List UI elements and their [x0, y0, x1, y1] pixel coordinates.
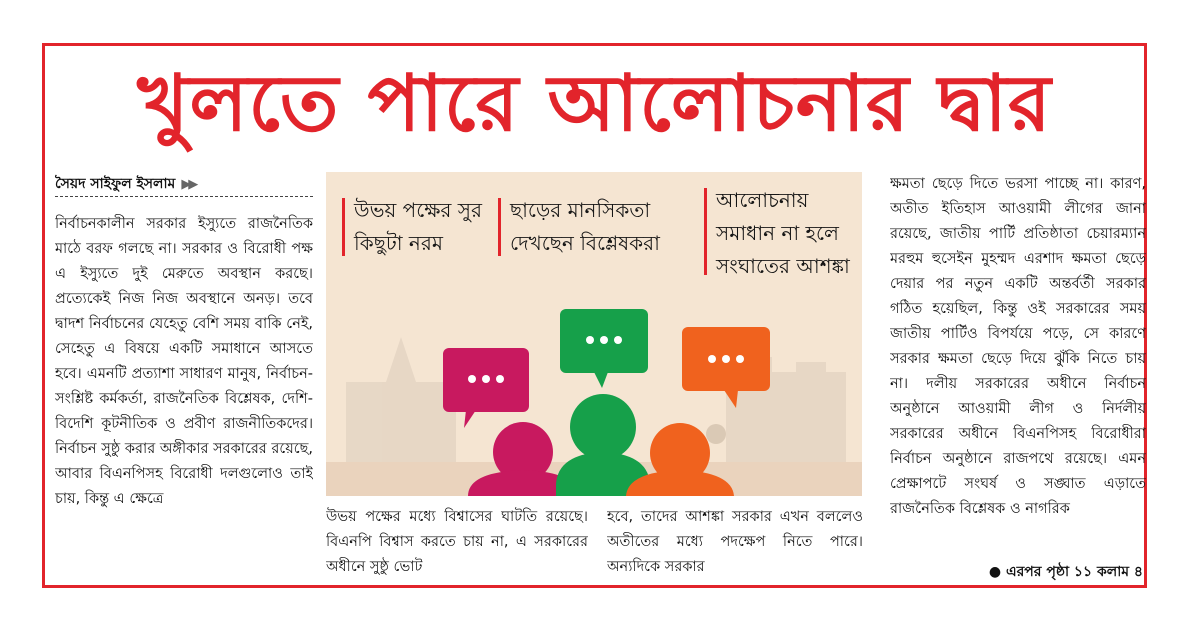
byline — [55, 172, 313, 197]
speech-bubble-icon — [560, 309, 648, 388]
infographic-point-2: ছাড়ের মানসিকতা দেখছেন বিশ্লেষকরা — [498, 194, 700, 260]
column-middle-1-text: উভয় পক্ষের মধ্যে বিশ্বাসের ঘাটতি রয়েছে। বিএনপি বিশ্বাস করতে চায় না, এ সরকারের অধীনে সুষ্ঠু ভোট — [326, 509, 588, 575]
infographic-point-1: উভয় পক্ষের সুর কিছুটা নরম — [342, 194, 494, 260]
headline: খুলতে পারে আলোচনার দ্বার — [137, 59, 1052, 149]
byline-author: সৈয়দ সাইফুল ইসলাম — [55, 176, 176, 192]
infographic — [326, 172, 862, 496]
infographic-point-3: আলোচনায় সমাধান না হলে সংঘাতের আশঙ্কা — [704, 184, 862, 283]
column-middle-2-text: হবে, তাদের আশঙ্কা সরকার এখন বললেও অতীতের মধ্যে পদক্ষেপ নিতে পারে। অন্যদিকে সরকার — [607, 509, 863, 575]
column-left-text: নির্বাচনকালীন সরকার ইস্যুতে রাজনৈতিক মাঠে বরফ গলছে না। সরকার ও বিরোধী পক্ষ এ ইস্যুতে দুই মেরুতে অবস্থান করছে। প্রত্যেকেই নিজ নিজ অবস্থানে অনড়। তবে দ্বাদশ নির্বাচনের যেহেতু বেশি সময় বাকি নেই, সেহেতু এ বিষয়ে একটি সমাধানে আসতে হবে। এমনটি প্রত্যাশা সাধারণ মানুষ, নির্বাচন-সংশ্লিষ্ট কর্মকর্তা, রাজনৈতিক বিশ্লেষক, দেশি-বিদেশি কূটনীতিক ও প্রবীণ রাজনীতিকদের। নির্বাচন সুষ্ঠু করার অঙ্গীকার সরকারের রয়েছে, আবার বিএনপিসহ বিরোধী দলগুলোও তাই চায়, কিন্তু এ ক্ষেত্রে — [55, 216, 313, 507]
byline-arrows-icon: ▶▶ — [181, 176, 196, 192]
column-right-text: ক্ষমতা ছেড়ে দিতে ভরসা পাচ্ছে না। কারণ, অতীত ইতিহাস আওয়ামী লীগের জানা রয়েছে, জাতীয় পার্টি প্রতিষ্ঠাতা চেয়ারম্যান মরহুম হুসেইন মুহম্মদ এরশাদ ক্ষমতা ছেড়ে দেয়ার পর নতুন একটি অন্তর্বর্তী সরকার গঠিত হয়েছিল, কিন্তু ওই সরকারের সময় জাতীয় পার্টিও বিপর্যয়ে পড়ে, সে কারণে সরকার ক্ষমতা ছেড়ে দিয়ে ঝুঁকি নিতে চায় না। দলীয় সরকারের অধীনে নির্বাচন অনুষ্ঠানে আওয়ামী লীগ ও নির্দলীয় সরকারের অধীনে বিএনপিসহ বিরোধীরা নির্বাচন অনুষ্ঠানে রাজপথে রয়েছে। এমন প্রেক্ষাপটে সংঘর্ষ ও সঙ্ঘাত এড়াতে রাজনৈতিক বিশ্লেষক ও নাগরিক — [890, 176, 1146, 517]
continuation-note: ● এরপর পৃষ্ঠা ১১ কলাম ৪ — [988, 564, 1143, 580]
